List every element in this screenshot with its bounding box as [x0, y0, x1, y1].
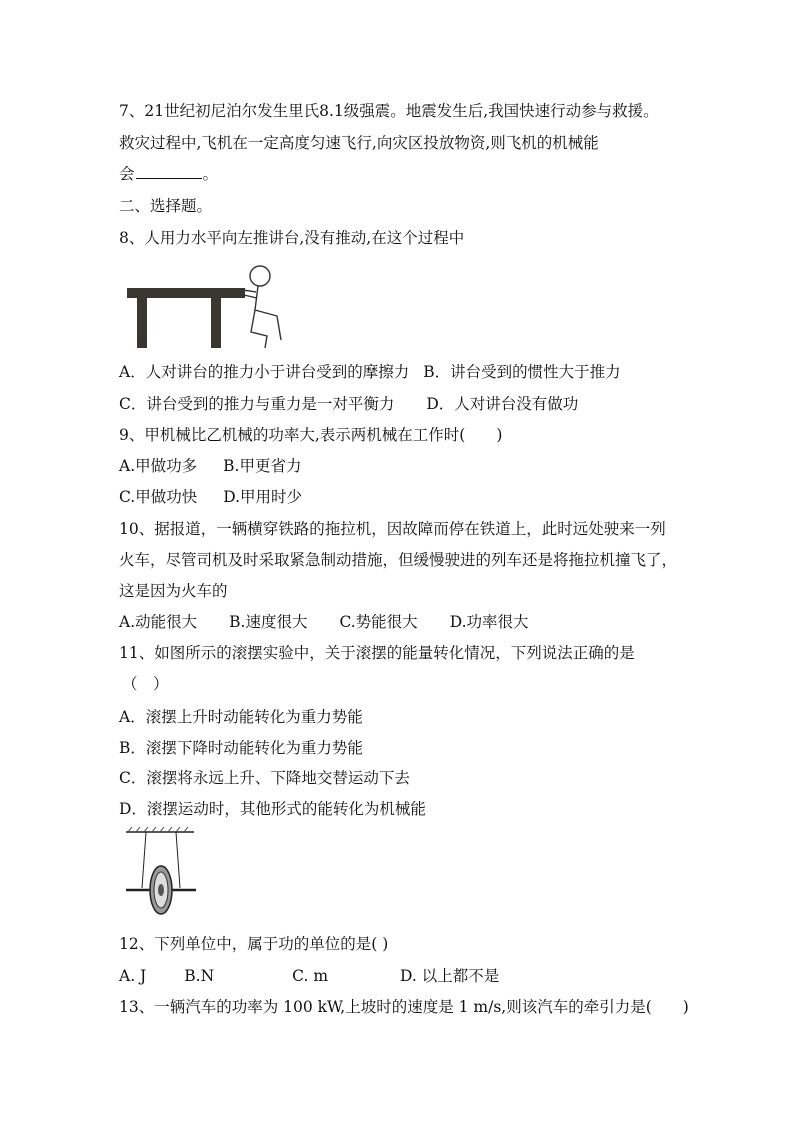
maxwell-pendulum-figure: [120, 826, 200, 926]
q11-option-c[interactable]: C．滚摆将永远上升、下降地交替运动下去: [119, 769, 410, 787]
desk-push-figure: [125, 262, 310, 352]
q11-answer-paren[interactable]: （ ）: [122, 675, 169, 693]
q10-option-c[interactable]: C.势能很大: [339, 613, 418, 631]
q12-option-a[interactable]: A. J: [119, 967, 147, 985]
q11-option-b[interactable]: B．滚摆下降时动能转化为重力势能: [119, 739, 363, 757]
q8-stem: 8、人用力水平向左推讲台,没有推动,在这个过程中: [119, 229, 465, 247]
q10-option-d[interactable]: D.功率很大: [449, 613, 529, 631]
q9-options-row-2: [119, 487, 302, 507]
q12-option-c[interactable]: C. m: [292, 967, 329, 985]
q8-options-row-2: [119, 394, 578, 414]
q13-stem: 13、一辆汽车的功率为 100 kW,上坡时的速度是 1 m/s,则该汽车的牵引力是( ): [119, 998, 689, 1016]
q9-option-d[interactable]: D.甲用时少: [223, 488, 303, 506]
q7-line-3-suffix: 。: [202, 165, 219, 183]
q11-option-a[interactable]: A．滚摆上升时动能转化为重力势能: [119, 708, 363, 726]
q8-option-b[interactable]: B．讲台受到的惯性大于推力: [423, 363, 621, 381]
q12-stem: 12、下列单位中，属于功的单位的是( ): [119, 935, 389, 953]
q9-stem: 9、甲机械比乙机械的功率大,表示两机械在工作时( ): [119, 426, 503, 444]
q12-option-d[interactable]: D. 以上都不是: [400, 967, 500, 985]
q10-option-a[interactable]: A.动能很大: [119, 613, 198, 631]
q8-option-d[interactable]: D．人对讲台没有做功: [426, 395, 579, 413]
q11-option-d[interactable]: D．滚摆运动时，其他形式的能转化为机械能: [119, 800, 426, 818]
q7-line-3: [119, 164, 218, 184]
q7-line-2: 救灾过程中,飞机在一定高度匀速飞行,向灾区投放物资,则飞机的机械能: [119, 134, 599, 152]
q12-options-row: [119, 966, 499, 986]
q12-option-b[interactable]: B.N: [184, 967, 215, 985]
q10-options-row: [119, 612, 529, 632]
q8-option-a[interactable]: A．人对讲台的推力小于讲台受到的摩擦力: [119, 363, 410, 381]
q11-stem: 11、如图所示的滚摆实验中，关于滚摆的能量转化情况，下列说法正确的是: [119, 644, 635, 662]
q7-line-1: 7、21世纪初尼泊尔发生里氏8.1级强震。地震发生后,我国快速行动参与救援。: [119, 102, 659, 120]
q8-option-c[interactable]: C．讲台受到的推力与重力是一对平衡力: [119, 395, 395, 413]
q10-line-3: 这是因为火车的: [119, 582, 228, 600]
q10-option-b[interactable]: B.速度很大: [229, 613, 308, 631]
q7-line-3-prefix: 会: [119, 165, 135, 183]
q10-line-2: 火车，尽管司机及时采取紧急制动措施，但缓慢驶进的列车还是将拖拉机撞飞了，: [119, 551, 678, 569]
section-heading: 二、选择题。: [119, 197, 213, 215]
q9-option-b[interactable]: B.甲更省力: [223, 457, 302, 475]
q9-options-row-1: [119, 456, 301, 476]
q8-options-row-1: [119, 362, 621, 382]
answer-blank[interactable]: [136, 164, 202, 179]
q9-option-a[interactable]: A.甲做功多: [119, 457, 198, 475]
q10-line-1: 10、据报道，一辆横穿铁路的拖拉机，因故障而停在铁道上，此时远处驶来一列: [119, 520, 666, 538]
q9-option-c[interactable]: C.甲做功快: [119, 488, 198, 506]
